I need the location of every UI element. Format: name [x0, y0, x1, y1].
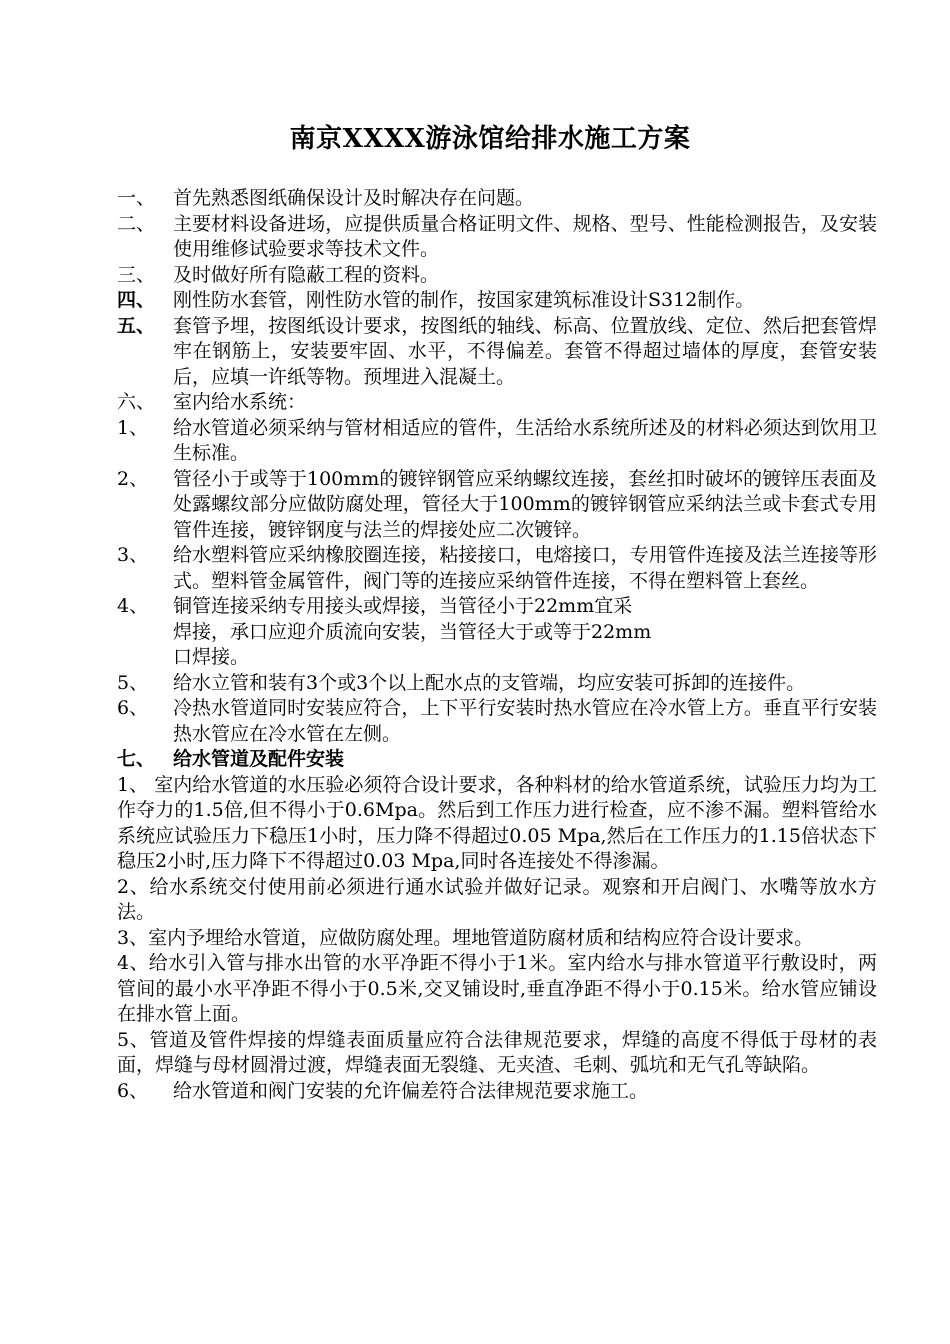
paragraph: 5、管道及管件焊接的焊缝表面质量应符合法律规范要求，焊缝的高度不得低于母材的表面，焊缝与母材圆滑过渡，焊缝表面无裂缝、无夹渣、毛刺、弧坑和无气孔等缺陷。	[117, 1028, 877, 1076]
item-number: 六、	[117, 391, 156, 413]
list-item	[117, 467, 877, 544]
item-text: 冷热水管道同时安装应符合，上下平行安装时热水管应在冷水管上方。垂直平行安装热水管应在冷水管在左侧。	[173, 697, 877, 745]
clipped-line: 焊接，承口应迎介质流向安装，当管径大于或等于22mm	[173, 620, 652, 643]
clipped-line: 铜管连接采纳专用接头或焊接，当管径小于22mm宜采	[173, 595, 633, 617]
list-item	[117, 263, 877, 289]
section-title: 给水管道及配件安装	[173, 748, 345, 770]
item-number: 二、	[117, 212, 156, 235]
item-text: 首先熟悉图纸确保设计及时解决存在问题。	[173, 187, 535, 209]
list-item	[117, 1079, 877, 1105]
item-text: 给水立管和装有3个或3个以上配水点的支管端，均应安装可拆卸的连接件。	[173, 671, 806, 694]
item-number: 2、	[117, 467, 149, 490]
list-item	[117, 594, 877, 671]
section-number: 七、	[117, 748, 156, 770]
item-number: 1、	[117, 416, 149, 439]
list-item	[117, 696, 877, 747]
item-text: 主要材料设备进场，应提供质量合格证明文件、规格、型号、性能检测报告，及安装使用维修试验要求等技术文件。	[173, 212, 877, 260]
item-text	[173, 594, 877, 671]
item-number: 五、	[117, 314, 156, 337]
item-number: 一、	[117, 187, 156, 209]
item-number: 三、	[117, 263, 156, 286]
paragraph: 2、给水系统交付使用前必须进行通水试验并做好记录。观察和开启阀门、水嘴等放水方法。	[117, 875, 877, 923]
item-number: 6、	[117, 1079, 149, 1102]
list-item	[117, 671, 877, 697]
item-number: 四、	[117, 289, 156, 311]
item-text: 刚性防水套管，刚性防水管的制作，按国家建筑标准设计S312制作。	[173, 289, 755, 311]
document-body	[117, 186, 877, 1104]
item-text: 给水塑料管应采纳橡胶圈连接，粘接接口，电熔接口，专用管件连接及法兰连接等形式。塑料管金属管件，阀门等的连接应采纳管件连接，不得在塑料管上套丝。	[173, 544, 877, 592]
item-number: 5、	[117, 671, 149, 694]
paragraph: 3、室内予埋给水管道，应做防腐处理。埋地管道防腐材质和结构应符合设计要求。	[117, 926, 814, 949]
list-item	[117, 314, 877, 391]
list-item	[117, 212, 877, 263]
list-item	[117, 390, 877, 416]
document-title: 南京XXXX游泳馆给排水施工方案	[289, 124, 691, 154]
item-text: 管径小于或等于100mm的镀锌钢管应采纳螺纹连接，套丝扣时破坏的镀锌压表面及处露螺纹部分应做防腐处理，管径大于100mm的镀锌钢管应采纳法兰或卡套式专用管件连接，镀锌钢度与法兰的焊接处应二次镀锌。	[173, 467, 877, 541]
item-text: 及时做好所有隐蔽工程的资料。	[173, 263, 440, 286]
item-text: 给水管道必须采纳与管材相适应的管件，生活给水系统所述及的材料必须达到饮用卫生标准。	[173, 416, 877, 464]
item-number: 3、	[117, 544, 149, 566]
section-heading	[117, 747, 877, 773]
item-number: 4、	[117, 595, 149, 617]
item-number: 6、	[117, 697, 149, 719]
paragraph: 4、给水引入管与排水出管的水平净距不得小于1米。室内给水与排水管道平行敷设时，两管间的最小水平净距不得小于0.5米,交叉铺设时,垂直净距不得小于0.15米。给水管应铺设在排水管上面。	[117, 952, 877, 1025]
list-item	[117, 186, 877, 212]
item-text: 室内给水系统：	[173, 391, 307, 413]
list-item	[117, 416, 877, 467]
list-item	[117, 288, 877, 314]
paragraph: 1、 室内给水管道的水压验必须符合设计要求，各种料材的给水管道系统，试验压力均为工作夺力的1.5倍,但不得小于0.6Mpa。然后到工作压力进行检查，应不渗不漏。塑料管给水系统应试验压力下稳压1小时，压力降不得超过0.05 Mpa,然后在工作压力的1.15倍状态下稳压2小时,压力降下不得超过0.03 Mpa,同时各连接处不得渗漏。	[117, 773, 877, 872]
list-item	[117, 543, 877, 594]
item-text: 给水管道和阀门安装的允许偏差符合法律规范要求施工。	[173, 1079, 649, 1102]
clipped-line: 口焊接。	[173, 646, 250, 668]
item-text: 套管予埋，按图纸设计要求，按图纸的轴线、标高、位置放线、定位、然后把套管焊牢在钢筋上，安装要牢固、水平，不得偏差。套管不得超过墙体的厚度，套管安装后，应填一许纸等物。预埋进入混凝土。	[173, 314, 877, 388]
